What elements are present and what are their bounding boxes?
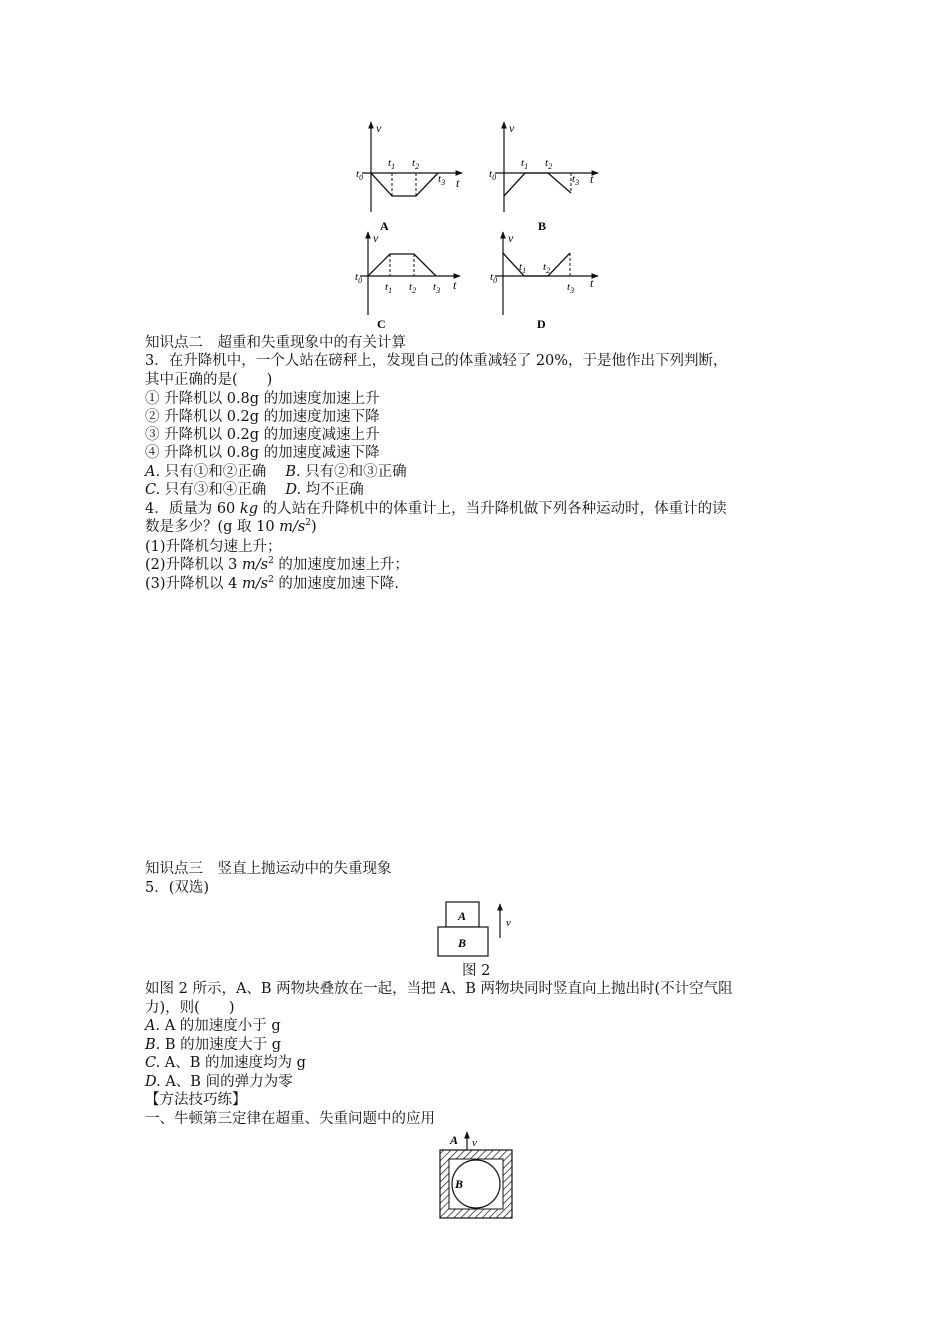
t0-label: $t_0$	[489, 168, 497, 182]
t3-label: $t_3$	[567, 281, 575, 295]
graph-C	[355, 231, 460, 331]
velocity-label: v	[472, 1137, 477, 1149]
q5-option-b: B. B 的加速度大于 g	[145, 1037, 282, 1053]
t1-label: $t_1$	[519, 261, 527, 275]
option-text: 只有①和②正确	[160, 464, 281, 480]
t3-label: $t_3$	[433, 281, 441, 295]
graph-caption: A	[380, 219, 389, 233]
graph-caption: B	[538, 219, 547, 233]
t3-label: $t_3$	[438, 173, 446, 187]
box-a-label: A	[450, 1133, 459, 1147]
figure-box-ball	[430, 1128, 540, 1228]
figure-2-caption: 图 2	[462, 963, 491, 979]
unit-ms2: m/s	[279, 519, 306, 535]
q3-item-3: ③ 升降机以 0.2g 的加速度减速上升	[145, 427, 380, 443]
option-text: 只有③和④正确	[160, 482, 281, 498]
option-letter: A.	[145, 464, 161, 480]
unit-kg: kg	[239, 501, 258, 517]
velocity-label: v	[506, 917, 511, 929]
t2-label: $t_2$	[543, 261, 551, 275]
q5-stem-line-2: 力)，则( )	[145, 1000, 235, 1016]
t1-label: $t_1$	[388, 157, 396, 171]
graph-caption: D	[537, 317, 546, 331]
q3-stem-line-2: 其中正确的是( )	[145, 372, 273, 388]
t1-label: $t_1$	[385, 281, 393, 295]
q3-item-1: ① 升降机以 0.8g 的加速度加速上升	[145, 391, 380, 407]
option-text: 均不正确	[301, 482, 364, 498]
option-letter: B.	[285, 464, 301, 480]
q3-item-4: ④ 升降机以 0.8g 的加速度减速下降	[145, 445, 380, 461]
graph-D	[490, 231, 598, 331]
graph-A	[356, 121, 462, 233]
t-label: t	[456, 176, 460, 190]
q4-stem-line-1: 4．质量为 60 kg 的人站在升降机中的体重计上，当升降机做下列各种运动时，体重计的读	[145, 501, 727, 517]
method-title: 【方法技巧练】	[145, 1092, 247, 1108]
option-text: 只有②和③正确	[300, 464, 407, 480]
method-subtitle: 一、牛顿第三定律在超重、失重问题中的应用	[145, 1111, 435, 1127]
t2-label: $t_2$	[409, 281, 417, 295]
t2-label: $t_2$	[412, 157, 420, 171]
graph-caption: C	[377, 317, 386, 331]
q4-part-1: (1)升降机匀速上升；	[145, 539, 282, 555]
t0-label: $t_0$	[355, 271, 363, 285]
t3-label: $t_3$	[572, 173, 580, 187]
velocity-curve	[368, 254, 436, 276]
option-letter: D.	[285, 482, 302, 498]
v-label: v	[508, 231, 514, 245]
t0-label: $t_0$	[356, 168, 364, 182]
velocity-curve	[503, 253, 570, 276]
q5-stem-line-1: 如图 2 所示，A、B 两物块叠放在一起，当把 A、B 两物块同时竖直向上抛出时(不计空气阻	[145, 981, 733, 997]
option-letter: C.	[145, 482, 161, 498]
figure-2-blocks	[430, 898, 550, 968]
velocity-curve	[371, 173, 438, 196]
v-label: v	[373, 231, 379, 245]
graph-B	[489, 121, 598, 233]
q3-stem-line-1: 3．在升降机中，一个人站在磅秤上，发现自己的体重减轻了 20%，于是他作出下列判断，	[145, 353, 728, 369]
block-a-label: A	[458, 909, 467, 923]
q5-head: 5．(双选)	[145, 880, 210, 896]
q5-option-c: C. A、B 的加速度均为 g	[145, 1055, 306, 1071]
t0-label: $t_0$	[490, 271, 498, 285]
t2-label: $t_2$	[545, 157, 553, 171]
vt-graphs-figure	[0, 0, 950, 340]
t-label: t	[453, 278, 457, 292]
section-2-title: 知识点二 超重和失重现象中的有关计算	[145, 335, 406, 351]
section-3-title: 知识点三 竖直上抛运动中的失重现象	[145, 861, 392, 877]
v-label: v	[509, 121, 515, 135]
q4-part-3: (3)升降机以 4 $m/s^2$ 的加速度加速下降.	[145, 575, 400, 592]
ball-b-label: B	[455, 1177, 464, 1191]
q4-stem-line-2: 数是多少？(g 取 10 $m/s^2$)	[145, 518, 317, 535]
t1-label: $t_1$	[521, 157, 529, 171]
block-b-label: B	[458, 936, 467, 950]
v-label: v	[376, 121, 382, 135]
velocity-curve	[504, 173, 571, 196]
t-label: t	[590, 276, 594, 290]
t-label: t	[590, 172, 594, 186]
q3-options-row-1	[145, 463, 407, 481]
q3-options-row-2	[145, 481, 364, 499]
q3-item-2: ② 升降机以 0.2g 的加速度加速下降	[145, 409, 380, 425]
q4-part-2: (2)升降机以 3 $m/s^2$ 的加速度加速上升；	[145, 556, 409, 573]
unit-ms2: m/s	[241, 576, 269, 592]
unit-ms2: m/s	[241, 557, 269, 573]
q5-option-d: D. A、B 间的弹力为零	[145, 1074, 293, 1090]
q5-option-a: A. A 的加速度小于 g	[145, 1018, 281, 1034]
